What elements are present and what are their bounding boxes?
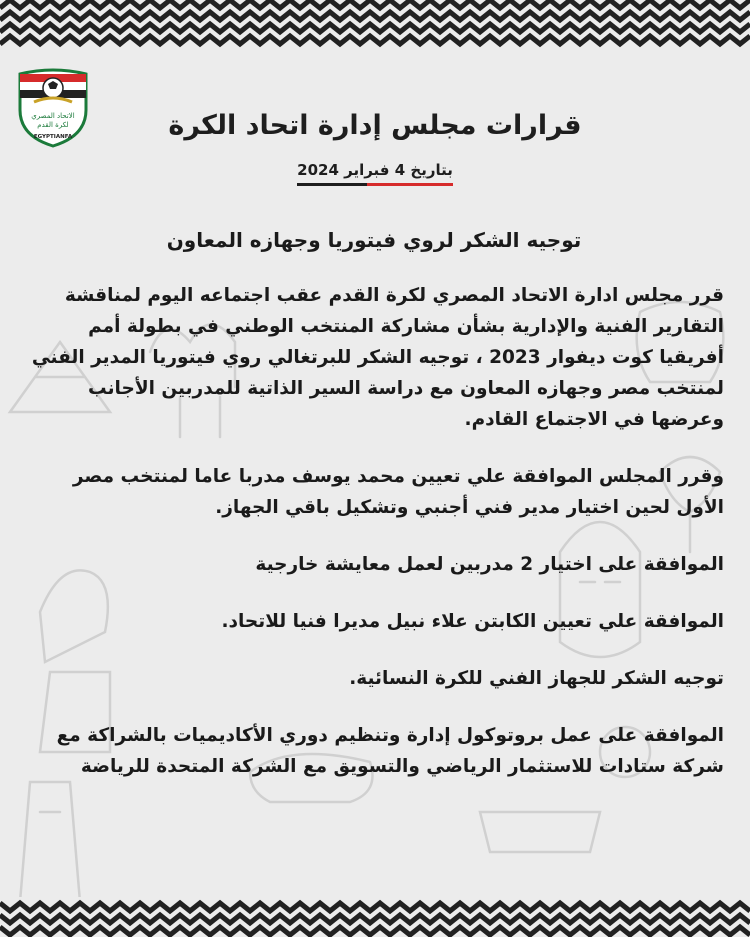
date-wrap bbox=[0, 160, 750, 184]
page-title: قرارات مجلس إدارة اتحاد الكرة bbox=[168, 110, 582, 141]
date-text: بتاريخ 4 فبراير 2024 bbox=[297, 161, 453, 179]
paragraph-mohamed-youssef: وقرر المجلس الموافقة علي تعيين محمد يوسف مدربا عاما لمنتخب مصر الأول لحين اختيار مدير فني أجنبي وتشكيل باقي الجهاز. bbox=[72, 466, 724, 518]
paragraph-academies-league: الموافقة على عمل بروتوكول إدارة وتنظيم دوري الأكاديميات بالشراكة مع شركة ستادات للاستثمار الرياضي والتسويق مع الشركة المتحدة للرياضة bbox=[56, 725, 724, 777]
top-zigzag-border bbox=[0, 0, 750, 52]
svg-text:الاتحاد المصري: الاتحاد المصري bbox=[31, 112, 75, 120]
paragraph-alaa-nabil: الموافقة علي تعيين الكابتن علاء نبيل مديرا فنيا للاتحاد. bbox=[221, 611, 724, 632]
bottom-zigzag-border bbox=[0, 897, 750, 937]
date-label bbox=[297, 161, 453, 184]
paragraph-womens-football: توجيه الشكر للجهاز الفني للكرة النسائية. bbox=[349, 668, 724, 689]
decisions-body bbox=[24, 228, 724, 808]
section-heading: توجيه الشكر لروي فيتوريا وجهازه المعاون bbox=[166, 228, 582, 252]
svg-text:EGYPTIANFA: EGYPTIANFA bbox=[33, 134, 73, 140]
svg-text:لكرة القدم: لكرة القدم bbox=[37, 121, 69, 129]
paragraph-thanks-vitoria: قرر مجلس ادارة الاتحاد المصري لكرة القدم عقب اجتماعه اليوم لمناقشة التقارير الفنية والإدارية بشأن مشاركة المنتخب الوطني في بطولة أمم أفريقيا كوت ديفوار 2023 ، توجيه الشكر للبرتغالي روي فيتوريا المدير الفني لمنتخب مصر وجهازه المعاون مع دراسة السير الذاتية للمدربين الأجانب وعرضها في الاجتماع القادم. bbox=[31, 285, 724, 430]
date-underline bbox=[297, 183, 453, 186]
paragraph-two-coaches: الموافقة على اختيار 2 مدربين لعمل معايشة خارجية bbox=[255, 554, 724, 575]
